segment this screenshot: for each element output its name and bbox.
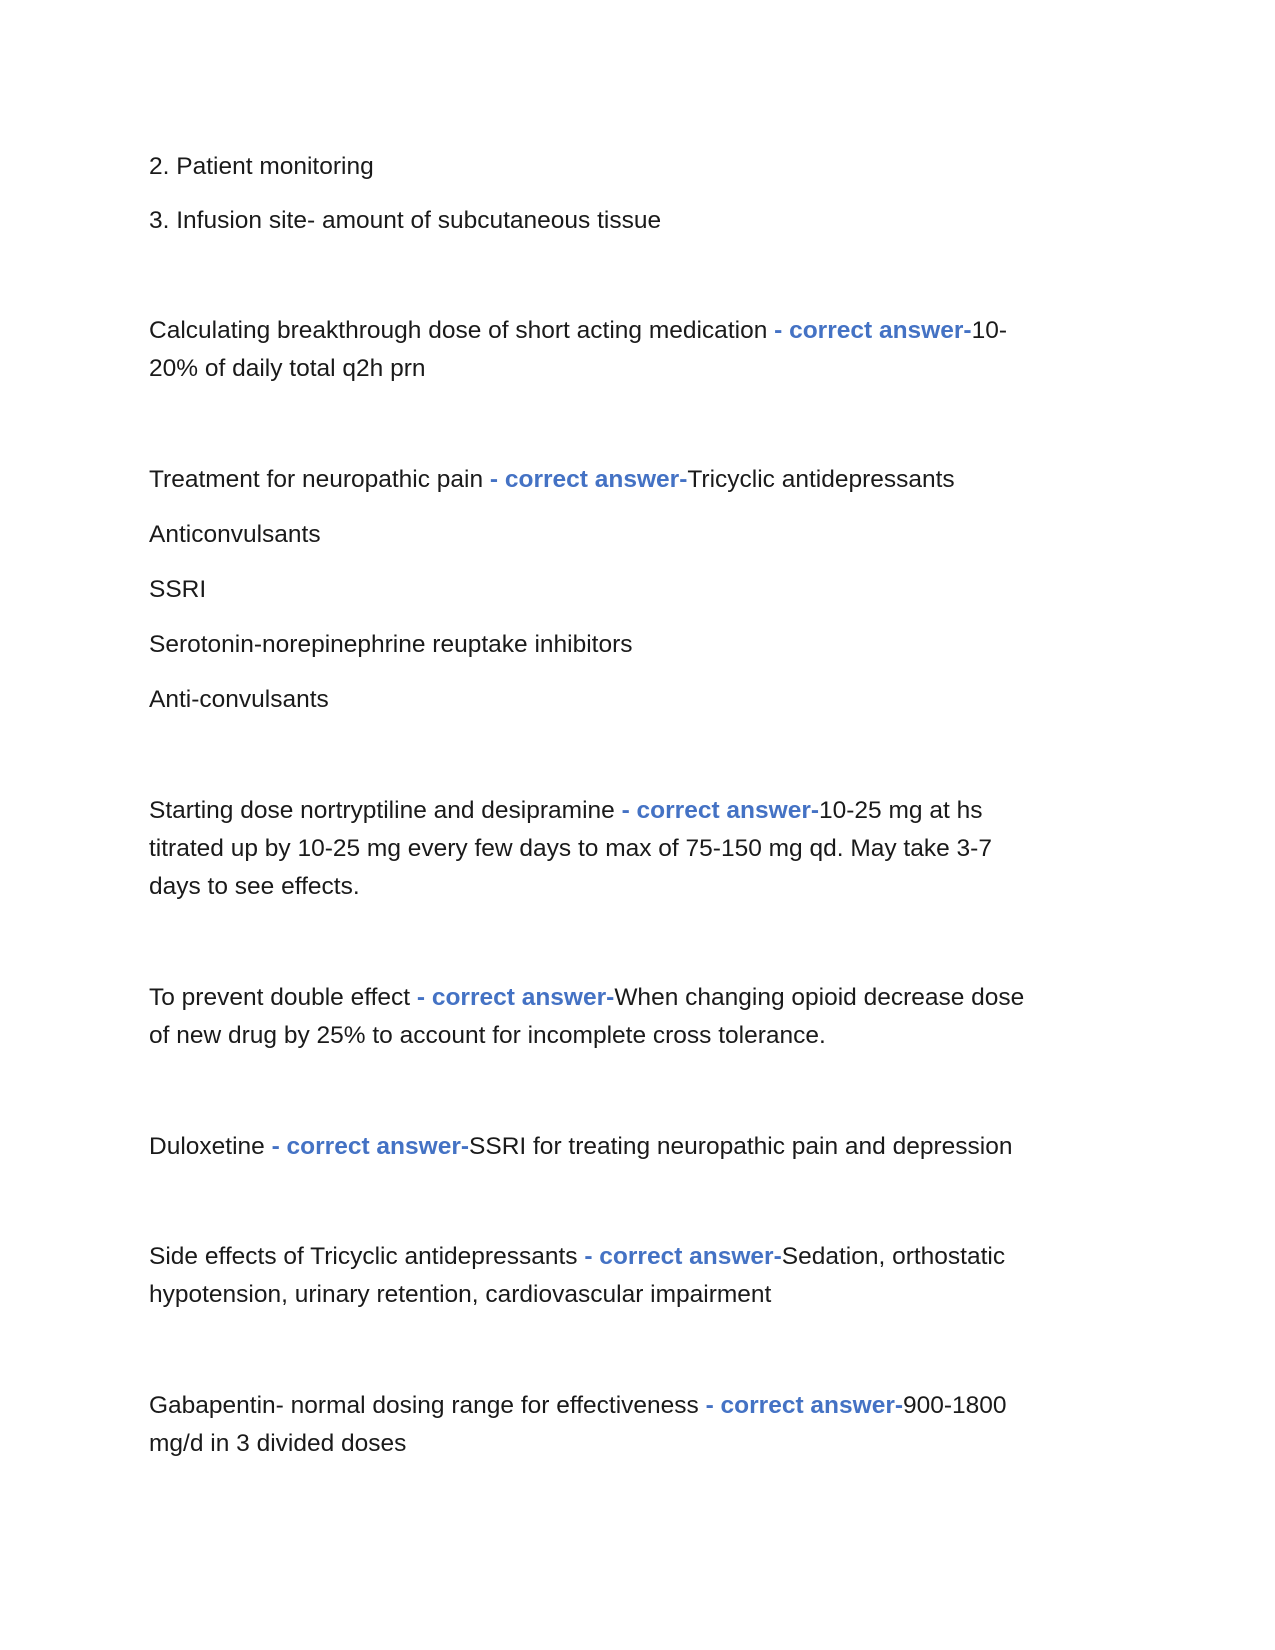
qa-first-line	[149, 796, 982, 826]
answer-text: When changing opioid decrease dose	[614, 984, 1025, 1011]
qa-first-line	[149, 316, 1007, 346]
answer-continuation: SSRI	[149, 576, 207, 603]
qa-first-line	[149, 465, 955, 495]
answer-continuation: hypotension, urinary retention, cardiovascular impairment	[149, 1281, 772, 1308]
answer-continuation: Serotonin-norepinephrine reuptake inhibitors	[149, 631, 633, 658]
qa-first-line	[149, 1242, 1005, 1272]
correct-answer-marker: - correct answer-	[584, 1243, 782, 1270]
answer-continuation: 20% of daily total q2h prn	[149, 355, 426, 382]
correct-answer-marker: - correct answer-	[416, 984, 615, 1011]
answer-continuation: mg/d in 3 divided doses	[149, 1430, 407, 1457]
answer-text: 10-25 mg at hs	[819, 797, 983, 824]
list-item: 2. Patient monitoring	[149, 153, 374, 180]
question-text: Side effects of Tricyclic antidepressants	[149, 1243, 585, 1270]
answer-text: SSRI for treating neuropathic pain and depression	[469, 1133, 1013, 1160]
correct-answer-marker: - correct answer-	[774, 317, 972, 344]
question-text: Gabapentin- normal dosing range for effectiveness	[149, 1392, 706, 1419]
question-text: Duloxetine	[149, 1133, 272, 1160]
question-text: Treatment for neuropathic pain	[149, 466, 490, 493]
qa-first-line	[149, 1391, 1007, 1421]
correct-answer-marker: - correct answer-	[271, 1133, 470, 1160]
correct-answer-marker: - correct answer-	[489, 466, 688, 493]
answer-text: Tricyclic antidepressants	[687, 466, 955, 493]
answer-continuation: Anti-convulsants	[149, 686, 329, 713]
correct-answer-marker: - correct answer-	[621, 797, 820, 824]
question-text: Calculating breakthrough dose of short acting medication	[149, 317, 775, 344]
list-item: 3. Infusion site- amount of subcutaneous tissue	[149, 207, 662, 234]
answer-continuation: Anticonvulsants	[149, 521, 321, 548]
answer-continuation: titrated up by 10-25 mg every few days to max of 75-150 mg qd. May take 3-7	[149, 835, 992, 862]
qa-first-line	[149, 983, 1024, 1013]
correct-answer-marker: - correct answer-	[705, 1392, 904, 1419]
answer-continuation: days to see effects.	[149, 873, 360, 900]
answer-text: Sedation, orthostatic	[781, 1243, 1006, 1270]
question-text: To prevent double effect	[149, 984, 417, 1011]
answer-text: 900-1800	[903, 1392, 1007, 1419]
qa-first-line	[149, 1132, 1012, 1162]
question-text: Starting dose nortryptiline and desipramine	[149, 797, 622, 824]
answer-text: 10-	[971, 317, 1007, 344]
answer-continuation: of new drug by 25% to account for incomplete cross tolerance.	[149, 1022, 826, 1049]
